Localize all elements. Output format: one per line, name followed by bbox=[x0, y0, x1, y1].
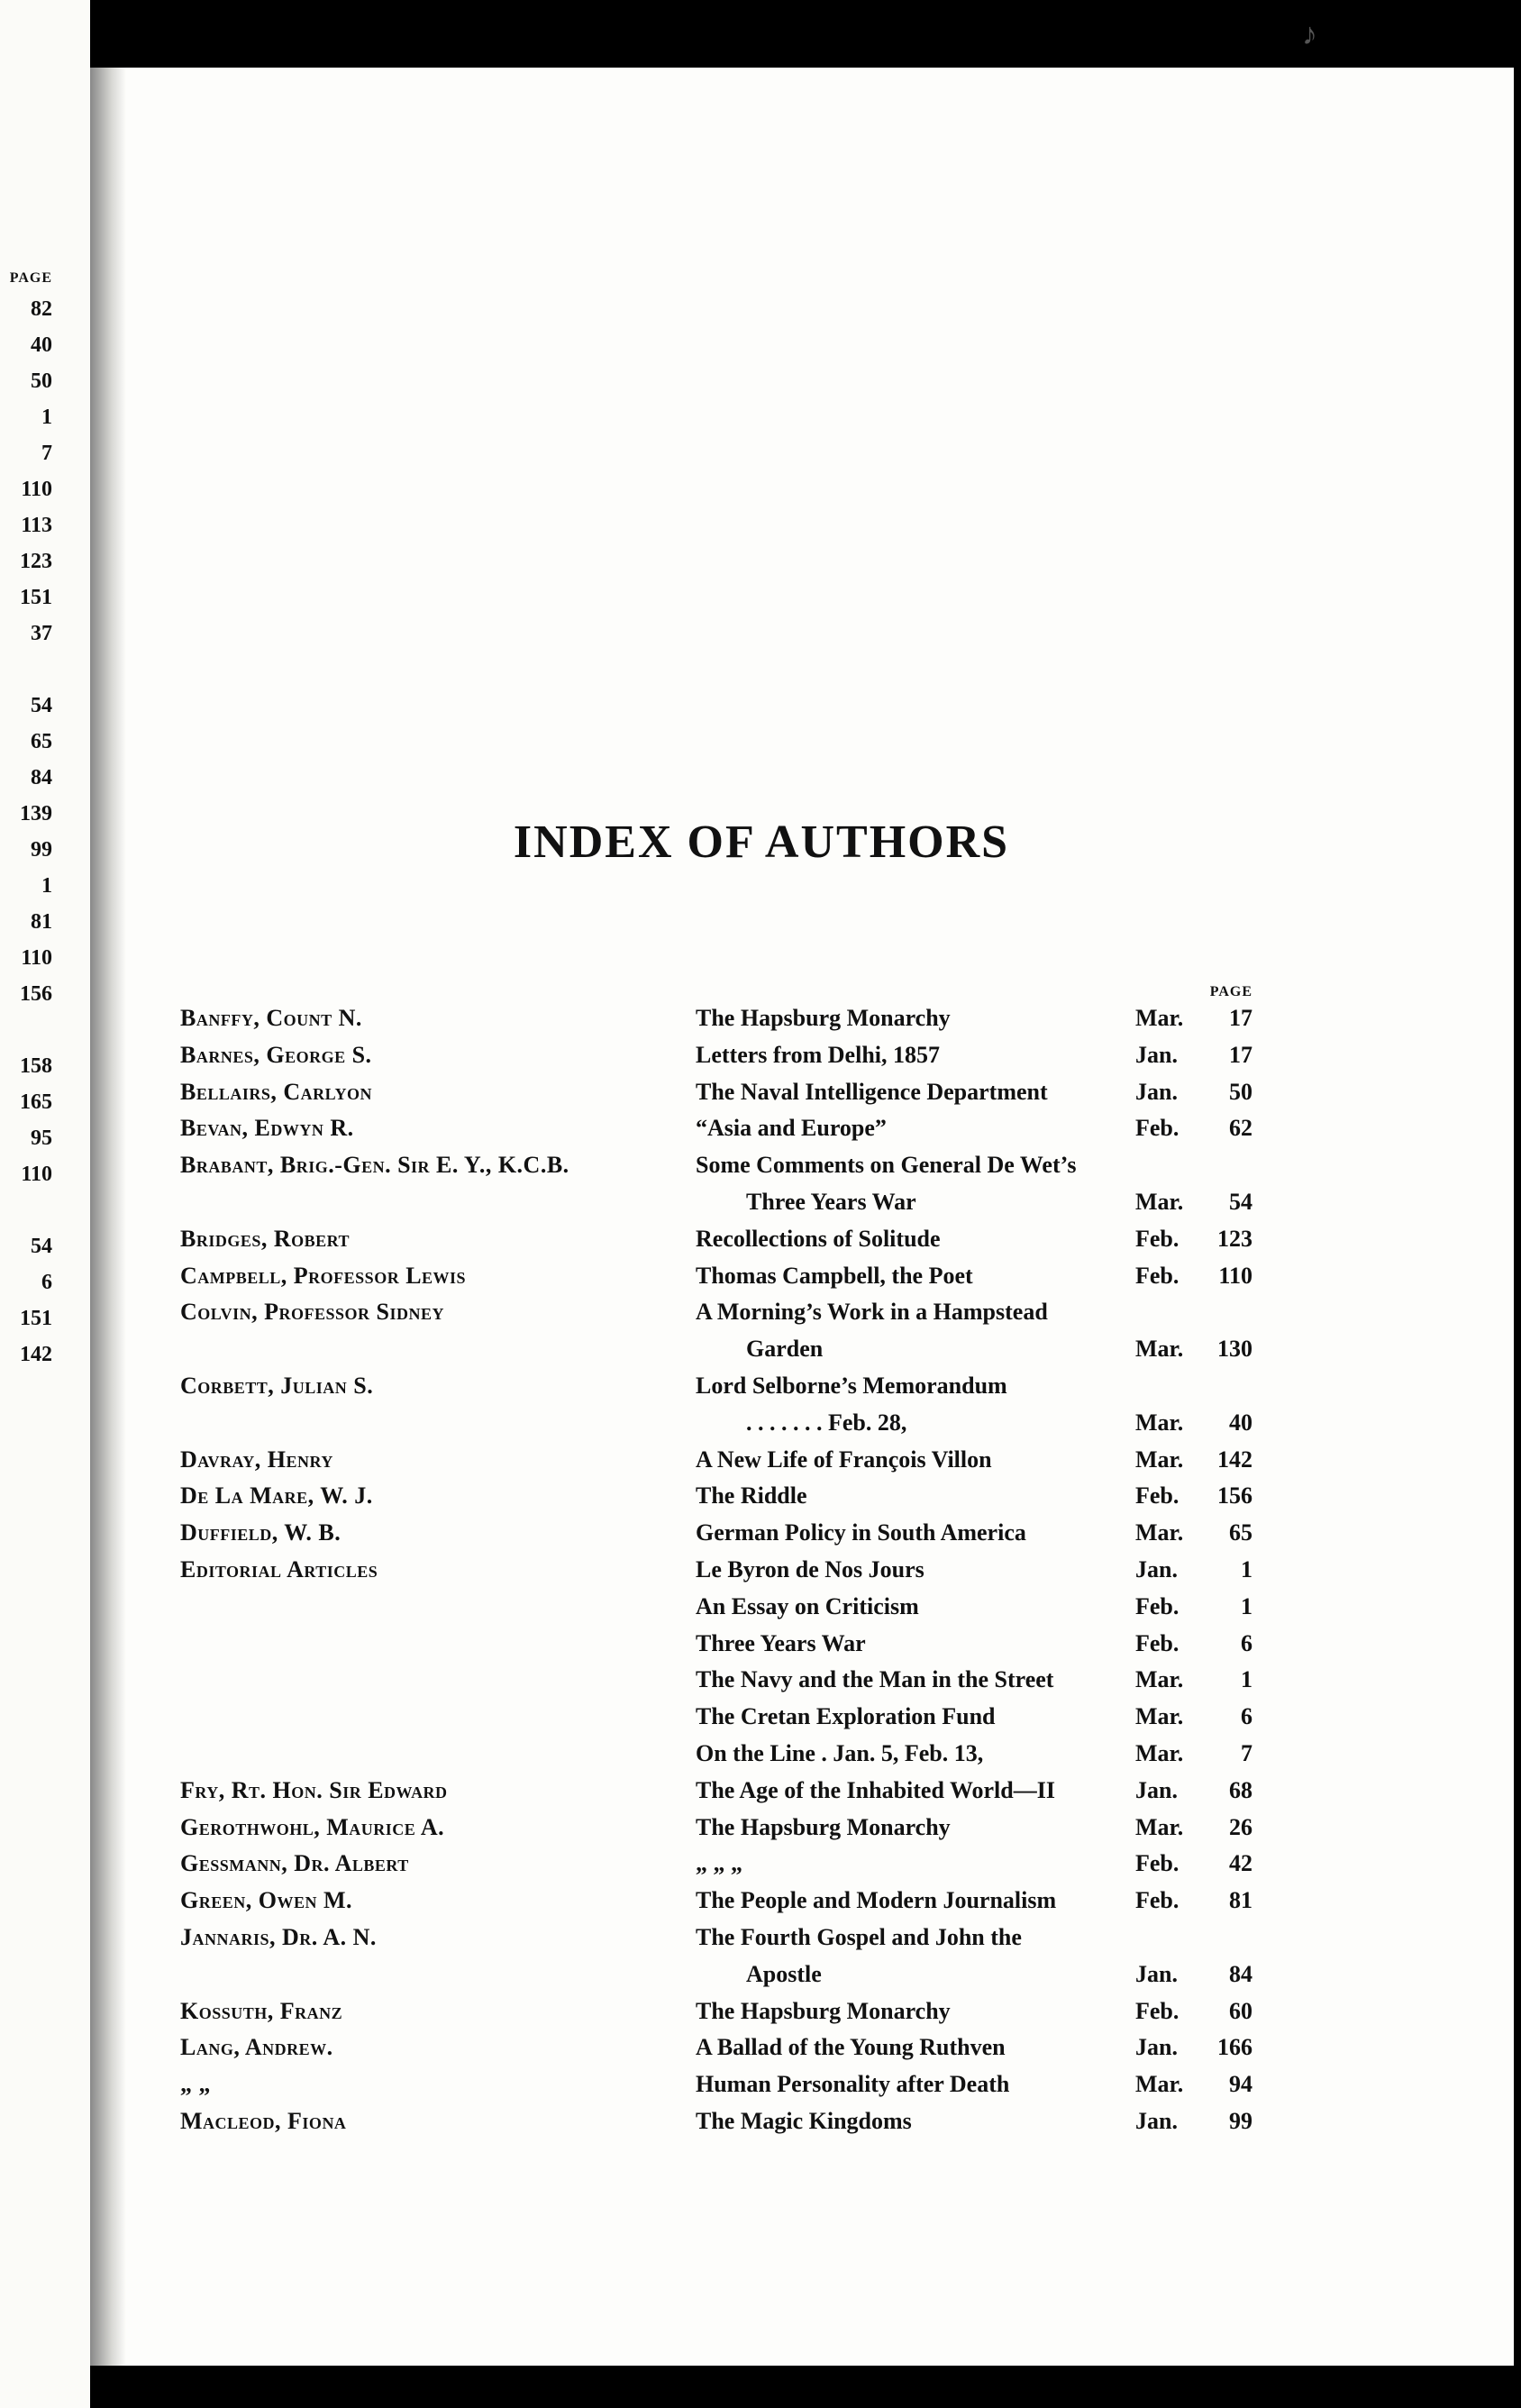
entry-title: A New Life of François Villon bbox=[696, 1446, 992, 1473]
facing-page-number: 142 bbox=[20, 1343, 52, 1366]
entry-month: Feb. bbox=[1135, 1850, 1179, 1877]
entry-title: The Riddle bbox=[696, 1482, 807, 1510]
entry-month: Feb. bbox=[1135, 1629, 1179, 1656]
facing-page-number: 40 bbox=[31, 333, 52, 357]
entry-month: Mar. bbox=[1135, 1666, 1184, 1693]
index-entry bbox=[0, 1115, 1521, 1151]
index-entry bbox=[0, 1961, 1521, 1997]
entry-author: Green, Owen M. bbox=[180, 1887, 353, 1914]
entry-month: Feb. bbox=[1135, 1262, 1179, 1289]
entry-month: Jan. bbox=[1135, 2108, 1178, 2134]
facing-page-number: 113 bbox=[21, 514, 52, 537]
facing-page-number: 84 bbox=[31, 766, 52, 789]
entry-title: „ „ „ bbox=[696, 1850, 742, 1877]
facing-page-number: 7 bbox=[41, 442, 52, 465]
index-entry bbox=[0, 1924, 1521, 1960]
entry-author: Davray, Henry bbox=[180, 1446, 333, 1473]
entry-author: Colvin, Professor Sidney bbox=[180, 1299, 445, 1326]
entry-month: Mar. bbox=[1135, 1446, 1184, 1473]
entry-page: 123 bbox=[1217, 1225, 1252, 1252]
entry-title: Thomas Campbell, the Poet bbox=[696, 1262, 973, 1289]
index-entry bbox=[0, 1079, 1521, 1115]
entry-page: 26 bbox=[1229, 1813, 1252, 1840]
entry-author: „ „ bbox=[180, 2071, 211, 2098]
entry-author: Kossuth, Franz bbox=[180, 1997, 343, 2024]
entry-page: 17 bbox=[1229, 1005, 1252, 1031]
facing-page-number: 37 bbox=[31, 622, 52, 645]
entry-title: On the Line . Jan. 5, Feb. 13, bbox=[696, 1740, 984, 1766]
entry-month: Feb. bbox=[1135, 1482, 1179, 1510]
entry-page: 68 bbox=[1229, 1776, 1252, 1803]
entry-title: Some Comments on General De Wet’s bbox=[696, 1152, 1077, 1179]
entry-page: 1 bbox=[1241, 1666, 1252, 1693]
entry-title: The Hapsburg Monarchy bbox=[696, 1997, 951, 2024]
entry-author: Campbell, Professor Lewis bbox=[180, 1262, 467, 1289]
entry-month: Mar. bbox=[1135, 1740, 1184, 1766]
entry-month: Mar. bbox=[1135, 1519, 1184, 1546]
entry-title: Three Years War bbox=[746, 1189, 916, 1215]
entry-title: An Essay on Criticism bbox=[696, 1592, 919, 1619]
entry-author: Lang, Andrew. bbox=[180, 2034, 333, 2061]
entry-page: 130 bbox=[1217, 1336, 1252, 1363]
entry-page: 81 bbox=[1229, 1887, 1252, 1914]
facing-page-number: 99 bbox=[31, 838, 52, 862]
entry-month: Feb. bbox=[1135, 1225, 1179, 1252]
facing-page-number: 110 bbox=[21, 946, 52, 970]
index-entry bbox=[0, 1373, 1521, 1409]
entry-title: Lord Selborne’s Memorandum bbox=[696, 1373, 1007, 1399]
entry-page: 166 bbox=[1217, 2034, 1252, 2061]
index-entry bbox=[0, 1777, 1521, 1813]
entry-page: 40 bbox=[1229, 1409, 1252, 1436]
entry-month: Mar. bbox=[1135, 1005, 1184, 1031]
entry-page: 6 bbox=[1241, 1703, 1252, 1730]
entry-title: The Naval Intelligence Department bbox=[696, 1078, 1048, 1105]
entry-title: Human Personality after Death bbox=[696, 2071, 1010, 2098]
facing-page-number: 65 bbox=[31, 730, 52, 753]
facing-page-number: 6 bbox=[41, 1271, 52, 1294]
index-entry bbox=[0, 2108, 1521, 2144]
entry-author: Corbett, Julian S. bbox=[180, 1373, 374, 1399]
facing-page-number: 158 bbox=[20, 1054, 52, 1078]
entry-title: Three Years War bbox=[696, 1629, 866, 1656]
entry-author: Bellairs, Carlyon bbox=[180, 1078, 372, 1105]
facing-page-number: 54 bbox=[31, 1235, 52, 1258]
entry-page: 65 bbox=[1229, 1519, 1252, 1546]
entry-page: 6 bbox=[1241, 1629, 1252, 1656]
entry-month: Mar. bbox=[1135, 2071, 1184, 2098]
entry-page: 142 bbox=[1217, 1446, 1252, 1473]
entry-month: Mar. bbox=[1135, 1409, 1184, 1436]
entry-page: 62 bbox=[1229, 1115, 1252, 1142]
index-entry bbox=[0, 1814, 1521, 1850]
facing-page-number: 82 bbox=[31, 297, 52, 321]
facing-page-number: 50 bbox=[31, 369, 52, 393]
index-entry bbox=[0, 1887, 1521, 1923]
entry-author: Gerothwohl, Maurice A. bbox=[180, 1813, 445, 1840]
entry-author: Macleod, Fiona bbox=[180, 2108, 347, 2134]
entry-page: 84 bbox=[1229, 1960, 1252, 1987]
entry-title: The Navy and the Man in the Street bbox=[696, 1666, 1054, 1693]
page-title: INDEX OF AUTHORS bbox=[513, 816, 1010, 868]
entry-page: 94 bbox=[1229, 2071, 1252, 2098]
index-entry bbox=[0, 1998, 1521, 2034]
entry-title: Le Byron de Nos Jours bbox=[696, 1556, 924, 1583]
entry-title: Apostle bbox=[746, 1960, 822, 1987]
index-entry bbox=[0, 1152, 1521, 1188]
facing-page-number: 165 bbox=[20, 1090, 52, 1114]
entry-month: Mar. bbox=[1135, 1813, 1184, 1840]
index-entry bbox=[0, 1189, 1521, 1225]
index-entry bbox=[0, 1556, 1521, 1592]
entry-month: Feb. bbox=[1135, 1887, 1179, 1914]
entry-author: Editorial Articles bbox=[180, 1556, 378, 1583]
index-entry bbox=[0, 2034, 1521, 2070]
entry-author: De La Mare, W. J. bbox=[180, 1482, 373, 1510]
facing-page-number: 81 bbox=[31, 910, 52, 934]
index-entry bbox=[0, 1482, 1521, 1519]
entry-month: Jan. bbox=[1135, 1960, 1178, 1987]
entry-page: 99 bbox=[1229, 2108, 1252, 2134]
entry-author: Bridges, Robert bbox=[180, 1225, 351, 1252]
index-entry bbox=[0, 1666, 1521, 1702]
index-entry bbox=[0, 1630, 1521, 1666]
entry-month: Jan. bbox=[1135, 1776, 1178, 1803]
facing-page-header: PAGE bbox=[9, 270, 52, 286]
index-entry bbox=[0, 1005, 1521, 1041]
entry-author: Banffy, Count N. bbox=[180, 1005, 362, 1031]
index-entry bbox=[0, 1446, 1521, 1482]
facing-page-number: 156 bbox=[20, 982, 52, 1006]
facing-page-number: 151 bbox=[20, 586, 52, 609]
index-entry bbox=[0, 1519, 1521, 1555]
entry-author: Duffield, W. B. bbox=[180, 1519, 342, 1546]
index-entry bbox=[0, 1593, 1521, 1629]
entry-title: The Age of the Inhabited World—II bbox=[696, 1776, 1055, 1803]
entry-page: 60 bbox=[1229, 1997, 1252, 2024]
entry-author: Jannaris, Dr. A. N. bbox=[180, 1924, 377, 1950]
entry-title: Letters from Delhi, 1857 bbox=[696, 1041, 941, 1068]
entry-page: 17 bbox=[1229, 1041, 1252, 1068]
entry-title: The Fourth Gospel and John the bbox=[696, 1924, 1022, 1950]
page-column-header: PAGE bbox=[1209, 984, 1252, 999]
facing-page-number: 151 bbox=[20, 1307, 52, 1330]
index-entry bbox=[0, 1740, 1521, 1776]
index-entry bbox=[0, 1336, 1521, 1372]
entry-page: 42 bbox=[1229, 1850, 1252, 1877]
index-entry bbox=[0, 1299, 1521, 1335]
index-entry bbox=[0, 1850, 1521, 1886]
corner-mark: ♪ bbox=[1302, 18, 1317, 51]
index-entry bbox=[0, 2071, 1521, 2107]
entry-title: The Magic Kingdoms bbox=[696, 2108, 912, 2134]
entry-page: 1 bbox=[1241, 1556, 1252, 1583]
facing-page-number: 1 bbox=[41, 406, 52, 429]
entry-month: Mar. bbox=[1135, 1189, 1184, 1215]
entry-month: Jan. bbox=[1135, 1556, 1178, 1583]
entry-month: Jan. bbox=[1135, 1078, 1178, 1105]
entry-month: Feb. bbox=[1135, 1592, 1179, 1619]
facing-page-number: 123 bbox=[20, 550, 52, 573]
entry-month: Mar. bbox=[1135, 1703, 1184, 1730]
index-entry bbox=[0, 1263, 1521, 1299]
index-entry bbox=[0, 1042, 1521, 1078]
entry-title: The People and Modern Journalism bbox=[696, 1887, 1057, 1914]
entry-title: The Hapsburg Monarchy bbox=[696, 1005, 951, 1031]
entry-title: German Policy in South America bbox=[696, 1519, 1026, 1546]
index-entry bbox=[0, 1409, 1521, 1446]
entry-month: Jan. bbox=[1135, 1041, 1178, 1068]
entry-title: The Cretan Exploration Fund bbox=[696, 1703, 996, 1730]
entry-author: Gessmann, Dr. Albert bbox=[180, 1850, 409, 1877]
entry-title: A Morning’s Work in a Hampstead bbox=[696, 1299, 1048, 1326]
facing-page-number: 54 bbox=[31, 694, 52, 717]
entry-author: Brabant, Brig.-Gen. Sir E. Y., K.C.B. bbox=[180, 1152, 569, 1179]
entry-page: 54 bbox=[1229, 1189, 1252, 1215]
entry-title: Recollections of Solitude bbox=[696, 1225, 941, 1252]
entry-title: A Ballad of the Young Ruthven bbox=[696, 2034, 1006, 2061]
facing-page-number: 110 bbox=[21, 478, 52, 501]
index-entry bbox=[0, 1226, 1521, 1262]
facing-page-number: 95 bbox=[31, 1126, 52, 1150]
entry-month: Mar. bbox=[1135, 1336, 1184, 1363]
entry-author: Barnes, George S. bbox=[180, 1041, 372, 1068]
facing-page-number: 110 bbox=[21, 1163, 52, 1186]
entry-page: 110 bbox=[1218, 1262, 1252, 1289]
entry-page: 156 bbox=[1217, 1482, 1252, 1510]
index-entry bbox=[0, 1703, 1521, 1739]
entry-author: Fry, Rt. Hon. Sir Edward bbox=[180, 1776, 448, 1803]
entry-title: “Asia and Europe” bbox=[696, 1115, 887, 1142]
entry-title: . . . . . . . Feb. 28, bbox=[746, 1409, 907, 1436]
entry-page: 50 bbox=[1229, 1078, 1252, 1105]
entry-title: Garden bbox=[746, 1336, 824, 1363]
entry-title: The Hapsburg Monarchy bbox=[696, 1813, 951, 1840]
entry-month: Feb. bbox=[1135, 1997, 1179, 2024]
entry-page: 1 bbox=[1241, 1592, 1252, 1619]
entry-month: Jan. bbox=[1135, 2034, 1178, 2061]
facing-page-number: 1 bbox=[41, 874, 52, 898]
facing-page-number: 139 bbox=[20, 802, 52, 825]
entry-author: Bevan, Edwyn R. bbox=[180, 1115, 354, 1142]
entry-month: Feb. bbox=[1135, 1115, 1179, 1142]
entry-page: 7 bbox=[1241, 1740, 1252, 1766]
